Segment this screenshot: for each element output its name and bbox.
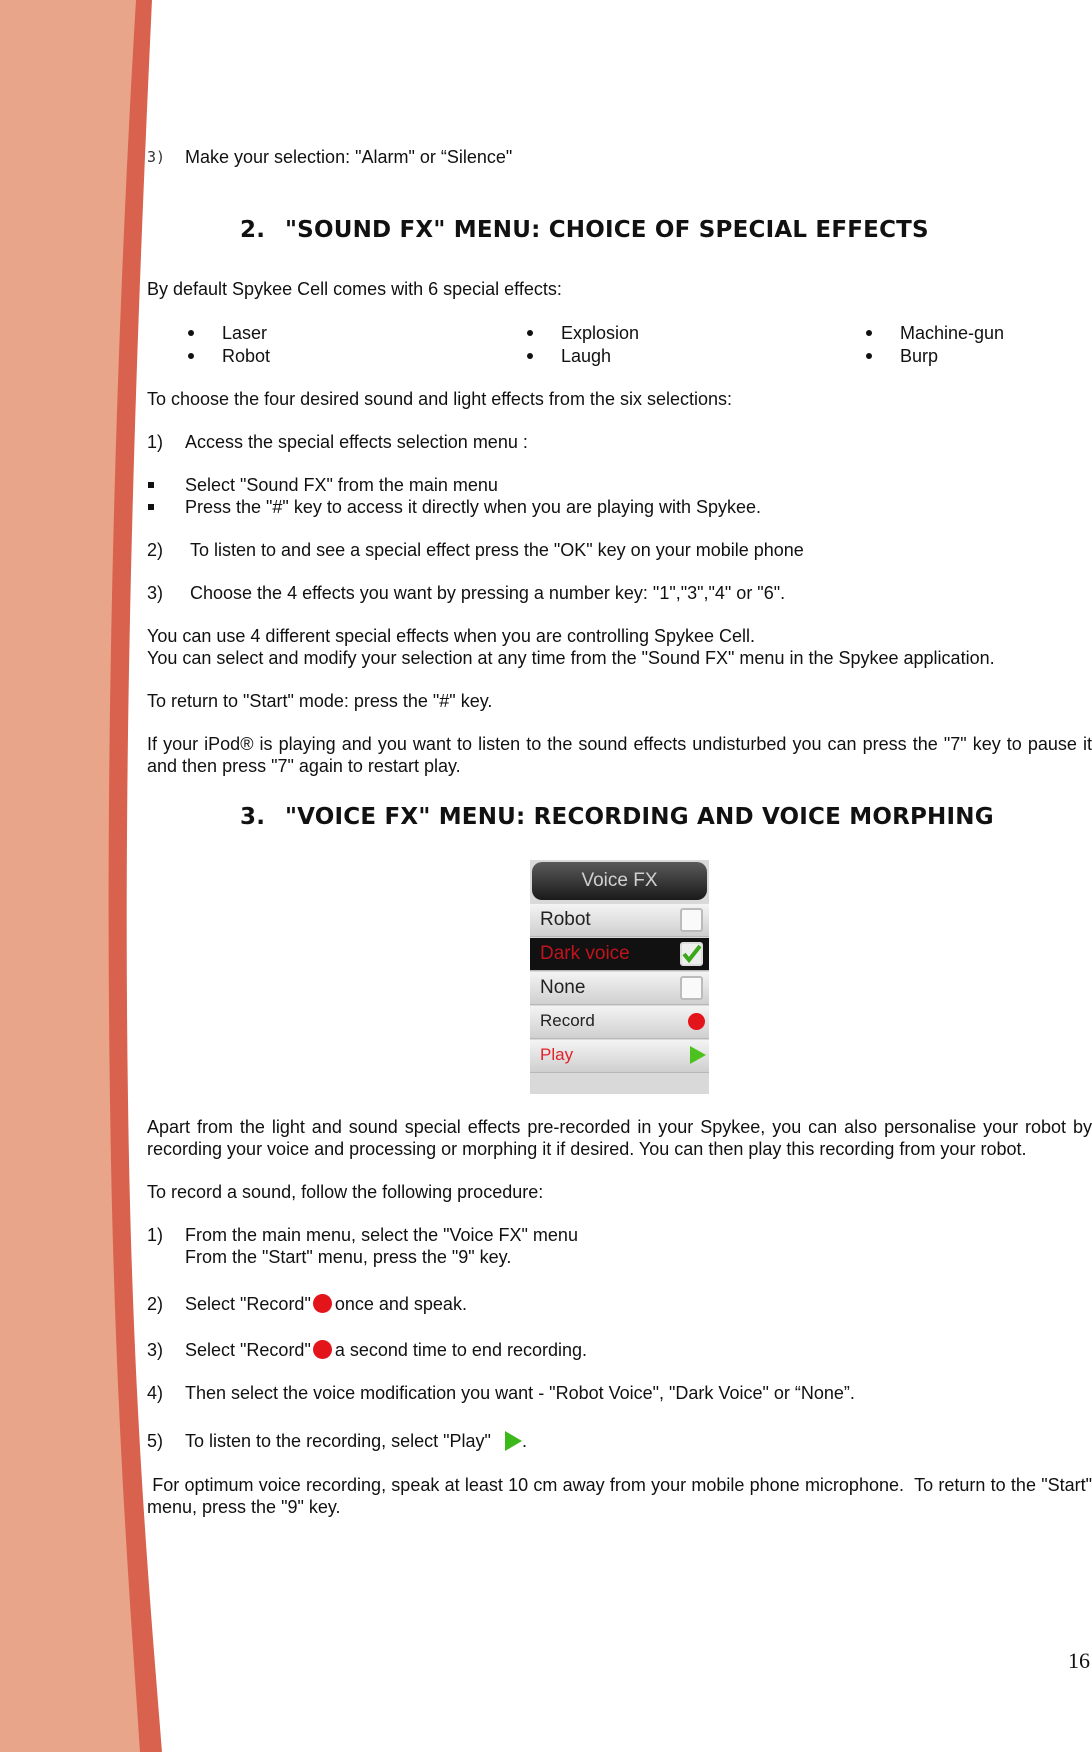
intro-text: By default Spykee Cell comes with 6 special effects: [147,279,562,299]
effect-laser: Laser [222,323,268,343]
step-text: Access the special effects selection menu : [185,432,528,452]
paragraph: To record a sound, follow the following procedure: [147,1182,544,1202]
paragraph: To return to "Start" mode: press the "#" key. [147,691,493,711]
menu-item-dark-voice[interactable] [530,938,709,971]
square-bullet-icon [148,482,154,488]
effect-robot: Robot [222,346,271,366]
choose-text: To choose the four desired sound and light effects from the six selections: [147,389,732,409]
menu-item-label: Record [540,1011,595,1030]
menu-item-label: Robot [540,909,591,930]
menu-item-label: None [540,977,586,998]
checked-checkbox-icon[interactable] [680,942,703,966]
effect-machine-gun: Machine-gun [900,323,1005,343]
step-text [185,1293,467,1315]
paragraph: You can use 4 different special effects when you are controlling Spykee Cell. [147,626,756,646]
apart-paragraph: Apart from the light and sound special effects pre-recorded in your Spykee, you can also personalise your robot by recording your voice and processing or morphing it if desired. You can then play this recording from your robot. [147,1117,1092,1159]
play-icon [690,1046,706,1064]
section-2-heading: "SOUND FX" MENU: CHOICE OF SPECIAL EFFECTS [285,217,929,243]
optimum-paragraph: For optimum voice recording, speak at least 10 cm away from your mobile phone microphone. To return to the "Start" menu, press the "9" key. [147,1475,1092,1517]
bullet-icon [527,330,533,336]
sub-bullet-text: Select "Sound FX" from the main menu [185,475,498,495]
bullet-icon [866,353,872,359]
ipod-paragraph: If your iPod® is playing and you want to listen to the sound effects undisturbed you can press the "7" key to pause it and then press "7" again to restart play. [147,734,1092,776]
menu-item-label: Play [540,1045,574,1064]
step-text-a: Select "Record" [185,1294,311,1314]
step-text: From the main menu, select the "Voice FX" menu [185,1225,578,1245]
section-2-number: 2. [240,217,266,243]
step-number: 3) [147,1340,164,1360]
step-text: From the "Start" menu, press the "9" key. [185,1247,512,1267]
step-text: To listen to and see a special effect press the "OK" key on your mobile phone [190,540,804,560]
section-3-heading: "VOICE FX" MENU: RECORDING AND VOICE MORPHING [285,804,994,830]
square-bullet-icon [148,504,154,510]
checkbox-icon[interactable] [680,976,703,1000]
step-text: Then select the voice modification you want - "Robot Voice", "Dark Voice" or “None”. [185,1383,855,1403]
voice-fx-screenshot [530,860,709,1094]
step-text [185,1430,527,1452]
play-icon [505,1431,522,1451]
step-text-a: To listen to the recording, select "Play" [185,1431,491,1451]
step-text-b: a second time to end recording. [334,1340,587,1360]
step-text-b: once and speak. [334,1294,467,1314]
menu-item-label: Dark voice [540,943,630,964]
section-3-number: 3. [240,804,266,830]
step-text [185,1339,587,1361]
record-icon [688,1013,705,1030]
step-number: 4) [147,1383,164,1403]
sub-bullet-text: Press the "#" key to access it directly when you are playing with Spykee. [185,497,762,517]
step-number: 2) [147,540,164,560]
step-number: 5) [147,1431,164,1451]
effect-explosion: Explosion [561,323,640,343]
menu-item-play[interactable] [530,1040,709,1073]
step-number: 3) [147,148,166,166]
menu-item-robot[interactable] [530,904,709,937]
record-icon [313,1294,332,1313]
page-number: 16 [1068,1648,1090,1673]
step-number: 3) [147,583,164,603]
step-number: 1) [147,432,164,452]
effect-laugh: Laugh [561,346,612,366]
menu-item-none[interactable] [530,972,709,1005]
voice-fx-title: Voice FX [532,862,707,900]
bullet-icon [527,353,533,359]
record-icon [313,1340,332,1359]
checkbox-icon[interactable] [680,908,703,932]
step-text: Make your selection: "Alarm" or “Silence" [185,147,513,167]
bullet-icon [866,330,872,336]
step-number: 1) [147,1225,164,1245]
step-text: Choose the 4 effects you want by pressing a number key: "1","3","4" or "6". [190,583,786,603]
effect-burp: Burp [900,346,939,366]
step-text-end: . [521,1431,527,1451]
step-number: 2) [147,1294,164,1314]
paragraph: You can select and modify your selection at any time from the "Sound FX" menu in the Spykee application. [147,648,995,668]
bullet-icon [188,330,194,336]
menu-item-record[interactable] [530,1006,709,1039]
bullet-icon [188,353,194,359]
step-text-a: Select "Record" [185,1340,311,1360]
